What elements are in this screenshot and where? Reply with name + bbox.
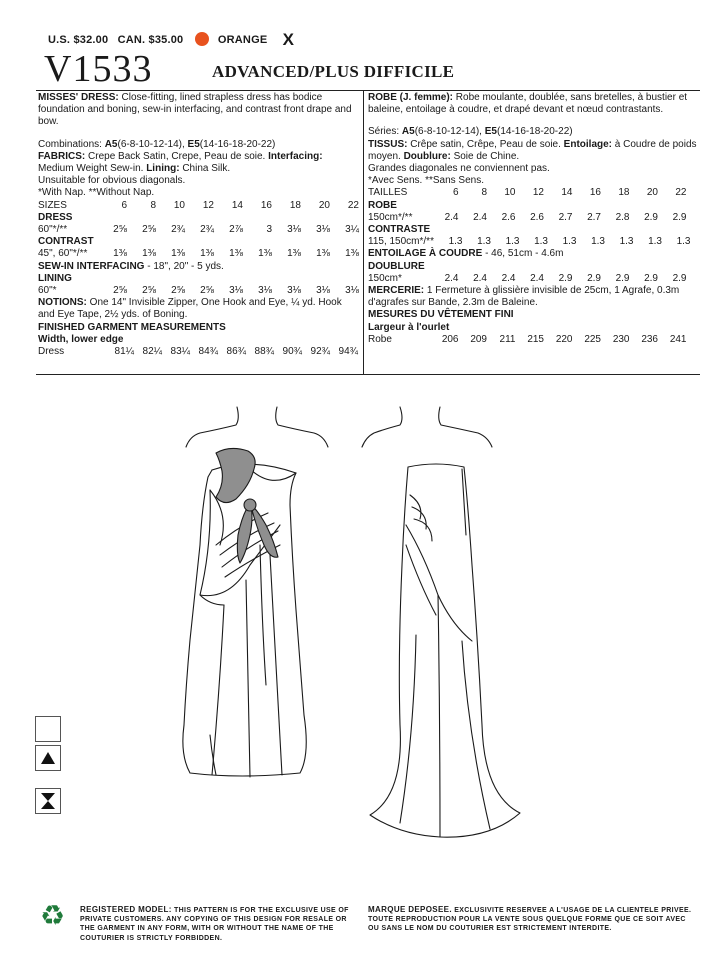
table-cell: 2.7 xyxy=(558,211,573,223)
table-cell: 2.4 xyxy=(444,211,459,223)
sewin-interfacing: SEW-IN INTERFACING - 18", 20" - 5 yds. xyxy=(38,260,224,272)
table-cell: 8 xyxy=(481,187,487,199)
finished-measurements-label: FINISHED GARMENT MEASUREMENTS xyxy=(38,321,226,333)
series-fr: Séries: A5(6-8-10-12-14), E5(14-16-18-20-22) xyxy=(368,126,573,138)
table-cell: 10 xyxy=(504,187,516,199)
table-cell: 3 xyxy=(266,224,272,236)
table-cell: 1.3 xyxy=(477,236,491,248)
contraste-metrage-row: 115, 150cm*/** 1.3 1.3 1.3 1.3 1.3 1.3 1.3 1.3 1.3 xyxy=(368,236,691,248)
description-fr: ROBE (J. femme): Robe moulante, doublée, sans bretelles, à bustier et baleine, entoilage à coudre, et drapé devant et nœud contrastants. xyxy=(368,92,688,116)
table-cell: 92¾ xyxy=(310,346,330,358)
bottom-rule xyxy=(36,374,700,375)
table-cell: 12 xyxy=(202,199,214,211)
contrast-label: CONTRAST xyxy=(38,236,94,248)
table-cell: 2.4 xyxy=(473,272,487,284)
table-cell: 209 xyxy=(470,333,487,345)
column-divider xyxy=(363,91,364,374)
width-lower-edge-label: Width, lower edge xyxy=(38,333,124,345)
table-cell: 84¾ xyxy=(198,346,218,358)
table-cell: 1⅜ xyxy=(287,248,301,260)
table-cell: 6 xyxy=(121,199,127,211)
table-cell: 1.3 xyxy=(448,236,463,248)
robe-label: ROBE xyxy=(368,199,397,211)
price-can: CAN. $35.00 xyxy=(117,34,184,46)
table-cell: 230 xyxy=(612,333,630,345)
table-cell: 2.4 xyxy=(501,272,516,284)
table-cell: 2⅝ xyxy=(200,285,214,297)
lining-label: LINING xyxy=(38,272,72,284)
robe-metrage-row: 150cm*/** 2.4 2.4 2.6 2.6 2.7 2.7 2.8 2.9 2.9 xyxy=(368,211,687,223)
table-cell: 2.9 xyxy=(672,272,687,284)
table-cell: 2.4 xyxy=(530,272,544,284)
table-cell: 2.9 xyxy=(644,272,658,284)
table-cell: 82¼ xyxy=(142,346,162,358)
table-cell: 1⅜ xyxy=(316,248,330,260)
table-cell: 2.9 xyxy=(644,211,658,223)
table-cell: 83¼ xyxy=(170,346,190,358)
table-cell: 1⅜ xyxy=(200,248,214,260)
legal-notice-en: REGISTERED MODEL: THIS PATTERN IS FOR THE EXCLUSIVE USE OF PRIVATE CUSTOMERS. ANY COPYING OF THIS DESIGN FOR RESALE OR THE GARMENT IN ANY FORM, WITH OR WITHOUT THE NAME OF THE COUTURIER IS STRICTLY FORBIDDEN. xyxy=(80,905,349,942)
description-en: MISSES' DRESS: Close-fitting, lined strapless dress has bodice foundation and boning, sew-in interfacing, and contrast front drape and bow. xyxy=(38,92,352,128)
lining-yardage-row: 60"* 2⅝ 2⅝ 2⅝ 2⅝ 3⅛ 3⅛ 3⅛ 3⅛ 3⅛ xyxy=(38,285,359,297)
diagonales-note: Grandes diagonales ne conviennent pas. xyxy=(368,163,550,175)
robe-mesure-row: Robe 206 209 211 215 220 225 230 236 241 xyxy=(368,333,687,345)
table-cell: 1.3 xyxy=(505,236,520,248)
legal-notice-fr: MARQUE DEPOSEE. EXCLUSIVITE RESERVEE A L'USAGE DE LA CLIENTELE PRIVEE. TOUTE REPRODUCTION POUR LA VENTE SOUS QUELQUE FORME QUE CE SOIT AVEC OU SANS LE NOM DU COUTURIER EST STRICTEMENT INTERDITE. xyxy=(368,905,692,933)
table-cell: 1⅜ xyxy=(229,248,243,260)
table-cell: 236 xyxy=(641,333,658,345)
contraste-label: CONTRASTE xyxy=(368,224,431,236)
table-cell: 220 xyxy=(555,333,573,345)
blank-square-icon xyxy=(35,716,61,742)
table-cell: 14 xyxy=(561,187,573,199)
table-cell: 22 xyxy=(347,199,359,211)
tailles-row: TAILLES 6 8 10 12 14 16 18 20 22 xyxy=(368,187,687,199)
table-cell: 3⅛ xyxy=(287,285,301,297)
table-cell: 2.9 xyxy=(558,272,573,284)
table-cell: 90¾ xyxy=(282,346,302,358)
triangle-icon xyxy=(35,745,61,771)
entoilage-row: ENTOILAGE À COUDRE - 46, 51cm - 4.6m xyxy=(368,248,564,260)
table-cell: 1⅜ xyxy=(171,248,185,260)
table-cell: 1.3 xyxy=(619,236,634,248)
table-cell: 20 xyxy=(318,199,330,211)
table-cell: 225 xyxy=(584,333,601,345)
nap-note: *With Nap. **Without Nap. xyxy=(38,187,155,199)
hourglass-icon xyxy=(35,788,61,814)
table-cell: 2.4 xyxy=(444,272,459,284)
table-cell: 1⅜ xyxy=(258,248,272,260)
table-cell: 20 xyxy=(646,187,658,199)
table-cell: 1.3 xyxy=(591,236,605,248)
dress-measurement-row: Dress 81¼ 82¼ 83¼ 84¾ 86¾ 88¾ 90¾ 92¾ 94¾ xyxy=(38,346,358,358)
table-cell: 88¾ xyxy=(254,346,274,358)
doublure-label: DOUBLURE xyxy=(368,260,425,272)
table-cell: 2⅝ xyxy=(171,285,185,297)
table-cell: 6 xyxy=(452,187,459,199)
sens-note: *Avec Sens. **Sans Sens. xyxy=(368,175,484,187)
table-cell: 1.3 xyxy=(648,236,662,248)
contrast-yardage-row: 45", 60"*/** 1⅜ 1⅜ 1⅜ 1⅜ 1⅜ 1⅜ 1⅜ 1⅜ 1⅜ xyxy=(38,248,359,260)
table-cell: 2.6 xyxy=(501,211,516,223)
x-mark: X xyxy=(282,30,295,49)
table-cell: 1.3 xyxy=(676,236,691,248)
table-cell: 8 xyxy=(150,199,156,211)
doublure-metrage-row: 150cm* 2.4 2.4 2.4 2.4 2.9 2.9 2.9 2.9 2.9 xyxy=(368,272,687,284)
table-cell: 1⅜ xyxy=(142,248,156,260)
largeur-label: Largeur à l'ourlet xyxy=(368,321,450,333)
fabrics-en: FABRICS: Crepe Back Satin, Crepe, Peau de soie. Interfacing: Medium Weight Sew-in. Lining: China Silk. xyxy=(38,150,323,175)
unsuitable-note: Unsuitable for obvious diagonals. xyxy=(38,175,186,187)
table-cell: 3⅛ xyxy=(316,224,330,236)
table-cell: 1.3 xyxy=(562,236,577,248)
difficulty-label: ADVANCED/PLUS DIFFICILE xyxy=(212,62,455,81)
dress-label: DRESS xyxy=(38,211,73,223)
table-cell: 2.8 xyxy=(615,211,630,223)
table-cell: 3⅛ xyxy=(345,285,359,297)
table-cell: 1⅜ xyxy=(113,248,127,260)
table-cell: 2⅝ xyxy=(142,285,156,297)
table-cell: 2¾ xyxy=(171,224,185,236)
table-cell: 2.9 xyxy=(615,272,630,284)
english-column xyxy=(38,92,358,358)
table-cell: 12 xyxy=(532,187,544,199)
mercerie-fr: MERCERIE: 1 Fermeture à glissière invisible de 25cm, 1 Agrafe, 0.3m d'agrafes sur Bande, 2.3m de Baleine. xyxy=(368,285,680,309)
table-cell: 18 xyxy=(289,199,301,211)
table-cell: 241 xyxy=(669,333,687,345)
table-cell: 2.9 xyxy=(587,272,601,284)
table-cell: 16 xyxy=(589,187,601,199)
recycle-icon: ♻ xyxy=(40,900,66,931)
back-view-drawing xyxy=(362,407,520,837)
table-cell: 215 xyxy=(527,333,544,345)
table-cell: 2⅝ xyxy=(113,285,127,297)
table-cell: 3⅛ xyxy=(287,224,301,236)
table-cell: 2.9 xyxy=(672,211,687,223)
color-label: ORANGE xyxy=(217,34,268,46)
table-cell: 86¾ xyxy=(226,346,246,358)
table-cell: 22 xyxy=(675,187,687,199)
table-cell: 2¾ xyxy=(200,224,214,236)
technical-drawings xyxy=(150,395,570,880)
color-dot-icon xyxy=(195,32,209,46)
top-rule xyxy=(36,90,700,91)
table-cell: 3⅛ xyxy=(316,285,330,297)
table-cell: 1.3 xyxy=(534,236,548,248)
table-cell: 2.4 xyxy=(473,211,487,223)
french-column xyxy=(368,92,698,346)
table-cell: 94¾ xyxy=(338,346,358,358)
table-cell: 10 xyxy=(173,199,185,211)
table-cell: 2.6 xyxy=(530,211,544,223)
table-cell: 3⅛ xyxy=(229,285,243,297)
table-cell: 18 xyxy=(618,187,630,199)
combinations-en: Combinations: A5(6-8-10-12-14), E5(14-16-18-20-22) xyxy=(38,138,276,150)
table-cell: 14 xyxy=(231,199,243,211)
table-cell: 2.7 xyxy=(587,211,601,223)
dress-yardage-row: 60"*/** 2⅝ 2⅝ 2¾ 2¾ 2⅞ 3 3⅛ 3⅛ 3¼ xyxy=(38,224,359,236)
table-cell: 2⅝ xyxy=(142,224,156,236)
table-cell: 1⅜ xyxy=(345,248,359,260)
table-cell: 206 xyxy=(441,333,459,345)
price-line xyxy=(48,30,300,50)
tissus-fr: TISSUS: Crêpe satin, Crêpe, Peau de soie. Entoilage: à Coudre de poids moyen. Doublure: Soie de Chine. xyxy=(368,138,697,162)
table-cell: 211 xyxy=(499,333,516,345)
notions-en: NOTIONS: One 14" Invisible Zipper, One Hook and Eye, ¼ yd. Hook and Eye Tape, 2½ yds. of Boning. xyxy=(38,297,342,321)
price-us: U.S. $32.00 xyxy=(48,34,109,46)
table-cell: 2⅞ xyxy=(229,224,243,236)
pattern-number: V1533 xyxy=(44,48,153,90)
table-cell: 3¼ xyxy=(345,224,359,236)
table-cell: 3⅛ xyxy=(258,285,272,297)
table-cell: 2⅝ xyxy=(113,224,127,236)
sizes-row: SIZES 6 8 10 12 14 16 18 20 22 xyxy=(38,199,359,211)
table-cell: 81¼ xyxy=(114,346,134,358)
mesures-label: MESURES DU VÊTEMENT FINI xyxy=(368,309,514,321)
table-cell: 16 xyxy=(260,199,272,211)
